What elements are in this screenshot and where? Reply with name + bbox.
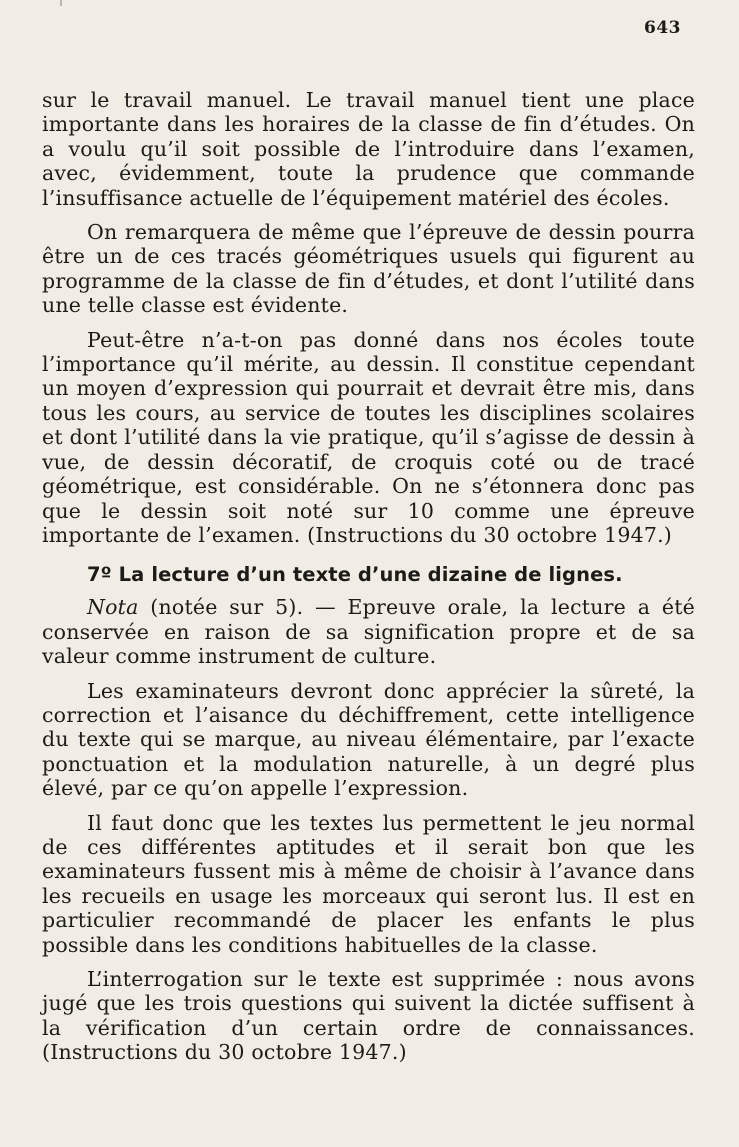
- paragraph-examinateurs: Les examinateurs devront donc apprécier la sûreté, la correction et l’aisance du déchiffrement, cette intelligence du texte qui se marque, au niveau élémentaire, par l’exacte ponctuation et la modulation naturelle, à un degré plus élevé, par ce qu’on appelle l’expression.: [42, 678, 695, 801]
- section-heading-lecture: 7º La lecture d’un texte d’une dizaine de lignes.: [87, 563, 623, 587]
- paragraph-nota: [42, 595, 695, 668]
- nota-text: (notée sur 5). — Epreuve orale, la lecture a été conservée en raison de sa signification propre et de sa valeur comme instrument de culture.: [42, 595, 695, 669]
- paragraph-textes-lus: Il faut donc que les textes lus permettent le jeu normal de ces différentes aptitudes et il serait bon que les examinateurs fussent mis à même de choisir à l’avance dans les recueils en usage les morceaux qui seront lus. Il est en particulier recommandé de placer les enfants le plus possible dans les conditions habituelles de la classe.: [42, 810, 695, 957]
- paragraph-importance-dessin: Peut-être n’a-t-on pas donné dans nos écoles toute l’importance qu’il mérite, au dessin. Il constitue cependant un moyen d’expression qui pourrait et devrait être mis, dans tous les cours, au service de toutes les disciplines scolaires et dont l’utilité dans la vie pratique, qu’il s’agisse de dessin à vue, de dessin décoratif, de croquis coté ou de tracé géométrique, est considérable. On ne s’étonnera donc pas que le dessin soit noté sur 10 comme une épreuve importante de l’examen. (Instructions du 30 octobre 1947.): [42, 327, 695, 547]
- page-edge-mark: [60, 0, 62, 6]
- paragraph-travail-manuel: sur le travail manuel. Le travail manuel tient une place importante dans les horaires de la classe de fin d’études. On a voulu qu’il soit possible de l’introduire dans l’examen, avec, évidemment, toute la prudence que commande l’insuffisance actuelle de l’équipement matériel des écoles.: [42, 88, 695, 210]
- page-number: 643: [644, 18, 681, 38]
- paragraph-epreuve-dessin: On remarquera de même que l’épreuve de dessin pourra être un de ces tracés géométriques usuels qui figurent au programme de la classe de fin d’études, et dont l’utilité dans une telle classe est évidente.: [42, 220, 695, 318]
- paragraph-interrogation: L’interrogation sur le texte est supprimée : nous avons jugé que les trois questions qui suivent la dictée suffisent à la vérification d’un certain ordre de connaissances. (Instructions du 30 octobre 1947.): [42, 967, 695, 1065]
- nota-label: Nota: [87, 595, 139, 620]
